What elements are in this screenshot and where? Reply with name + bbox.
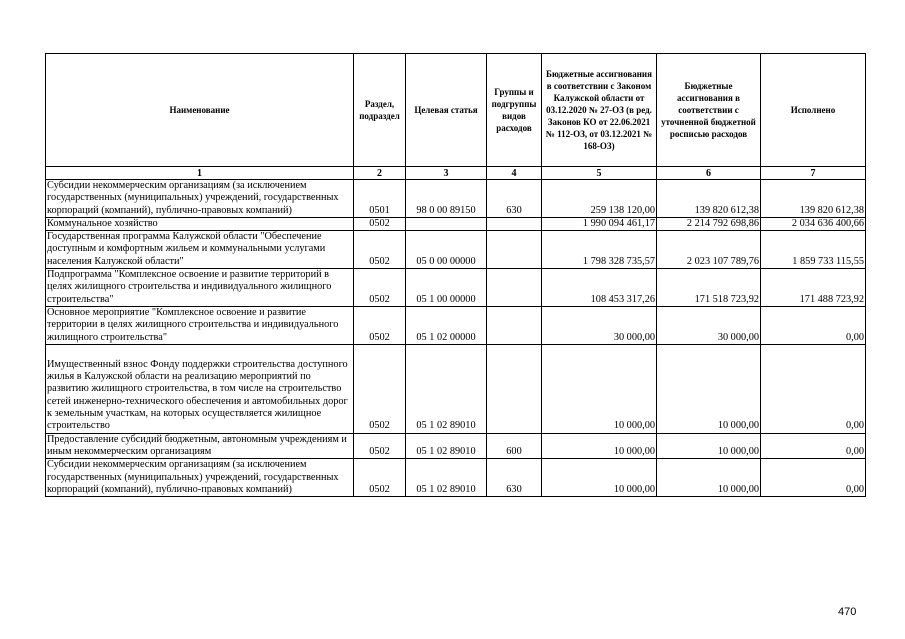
row-group: 630 [487, 459, 542, 497]
row-section: 0502 [354, 231, 406, 269]
row-target: 05 0 00 00000 [406, 231, 487, 269]
row-executed: 0,00 [761, 344, 866, 433]
column-number-row [46, 167, 866, 180]
row-executed: 171 488 723,92 [761, 269, 866, 307]
table-row [46, 433, 866, 459]
row-refined-allocation: 2 023 107 789,76 [657, 231, 761, 269]
row-refined-allocation: 10 000,00 [657, 344, 761, 433]
table-row [46, 269, 866, 307]
row-group [487, 231, 542, 269]
row-name: Основное мероприятие "Комплексное освоение и развитие территории в целях жилищного строительства и индивидуального жилищного строительства" [46, 306, 354, 344]
row-law-allocation: 10 000,00 [542, 344, 657, 433]
row-section: 0501 [354, 180, 406, 218]
row-law-allocation: 10 000,00 [542, 459, 657, 497]
row-refined-allocation: 10 000,00 [657, 433, 761, 459]
row-executed: 0,00 [761, 433, 866, 459]
row-section: 0502 [354, 433, 406, 459]
header-refined-allocation: Бюджетные ассигнования в соответствии с уточненной бюджетной росписью расходов [657, 54, 761, 167]
column-number: 5 [542, 167, 657, 180]
row-group: 600 [487, 433, 542, 459]
table-row [46, 344, 866, 433]
row-target: 98 0 00 89150 [406, 180, 487, 218]
row-group [487, 306, 542, 344]
row-name: Субсидии некоммерческим организациям (за исключением государственных (муниципальных) учреждений, государственных корпораций (компаний), публично-правовых компаний) [46, 459, 354, 497]
row-group [487, 217, 542, 230]
row-refined-allocation: 10 000,00 [657, 459, 761, 497]
row-executed: 2 034 636 400,66 [761, 217, 866, 230]
row-group [487, 269, 542, 307]
row-executed: 0,00 [761, 306, 866, 344]
row-target: 05 1 02 00000 [406, 306, 487, 344]
column-number: 4 [487, 167, 542, 180]
row-target: 05 1 02 89010 [406, 459, 487, 497]
row-refined-allocation: 139 820 612,38 [657, 180, 761, 218]
row-refined-allocation: 30 000,00 [657, 306, 761, 344]
row-group: 630 [487, 180, 542, 218]
header-target: Целевая статья [406, 54, 487, 167]
row-name: Государственная программа Калужской области "Обеспечение доступным и комфортным жильем и коммунальными услугами населения Калужской области" [46, 231, 354, 269]
row-executed: 1 859 733 115,55 [761, 231, 866, 269]
row-law-allocation: 10 000,00 [542, 433, 657, 459]
page-number: 470 [838, 606, 857, 618]
row-name: Подпрограмма "Комплексное освоение и развитие территорий в целях жилищного строительства и индивидуального жилищного строительства" [46, 269, 354, 307]
table-row [46, 231, 866, 269]
budget-table [45, 53, 866, 497]
row-target: 05 1 02 89010 [406, 433, 487, 459]
column-number: 6 [657, 167, 761, 180]
row-refined-allocation: 171 518 723,92 [657, 269, 761, 307]
row-target: 05 1 02 89010 [406, 344, 487, 433]
row-section: 0502 [354, 344, 406, 433]
header-section: Раздел, подраздел [354, 54, 406, 167]
row-target: 05 1 00 00000 [406, 269, 487, 307]
row-group [487, 344, 542, 433]
row-law-allocation: 259 138 120,00 [542, 180, 657, 218]
row-section: 0502 [354, 269, 406, 307]
row-law-allocation: 30 000,00 [542, 306, 657, 344]
row-name: Коммунальное хозяйство [46, 217, 354, 230]
table-row [46, 180, 866, 218]
row-name: Субсидии некоммерческим организациям (за исключением государственных (муниципальных) учреждений, государственных корпораций (компаний), публично-правовых компаний) [46, 180, 354, 218]
row-section: 0502 [354, 217, 406, 230]
column-number: 7 [761, 167, 866, 180]
row-executed: 139 820 612,38 [761, 180, 866, 218]
row-refined-allocation: 2 214 792 698,86 [657, 217, 761, 230]
row-section: 0502 [354, 306, 406, 344]
row-section: 0502 [354, 459, 406, 497]
header-group: Группы и подгруппы видов расходов [487, 54, 542, 167]
table-row [46, 306, 866, 344]
header-name: Наименование [46, 54, 354, 167]
row-name: Предоставление субсидий бюджетным, автономным учреждениям и иным некоммерческим организациям [46, 433, 354, 459]
row-name: Имущественный взнос Фонду поддержки строительства доступного жилья в Калужской области на реализацию мероприятий по развитию жилищного строительства, в том числе на строительство сетей инженерно-технического обеспечения и автомобильных дорог к земельным участкам, на которых осуществляется жилищное строительство [46, 344, 354, 433]
column-number: 1 [46, 167, 354, 180]
column-number: 3 [406, 167, 487, 180]
row-law-allocation: 1 990 094 461,17 [542, 217, 657, 230]
header-executed: Исполнено [761, 54, 866, 167]
header-law-allocation: Бюджетные ассигнования в соответствии с Законом Калужской области от 03.12.2020 № 27-ОЗ (в ред. Законов КО от 22.06.2021 № 112-ОЗ, от 03.12.2021 № 168-ОЗ) [542, 54, 657, 167]
row-executed: 0,00 [761, 459, 866, 497]
row-law-allocation: 108 453 317,26 [542, 269, 657, 307]
table-row [46, 217, 866, 230]
column-number: 2 [354, 167, 406, 180]
header-row [46, 54, 866, 167]
row-target [406, 217, 487, 230]
row-law-allocation: 1 798 328 735,57 [542, 231, 657, 269]
table-row [46, 459, 866, 497]
